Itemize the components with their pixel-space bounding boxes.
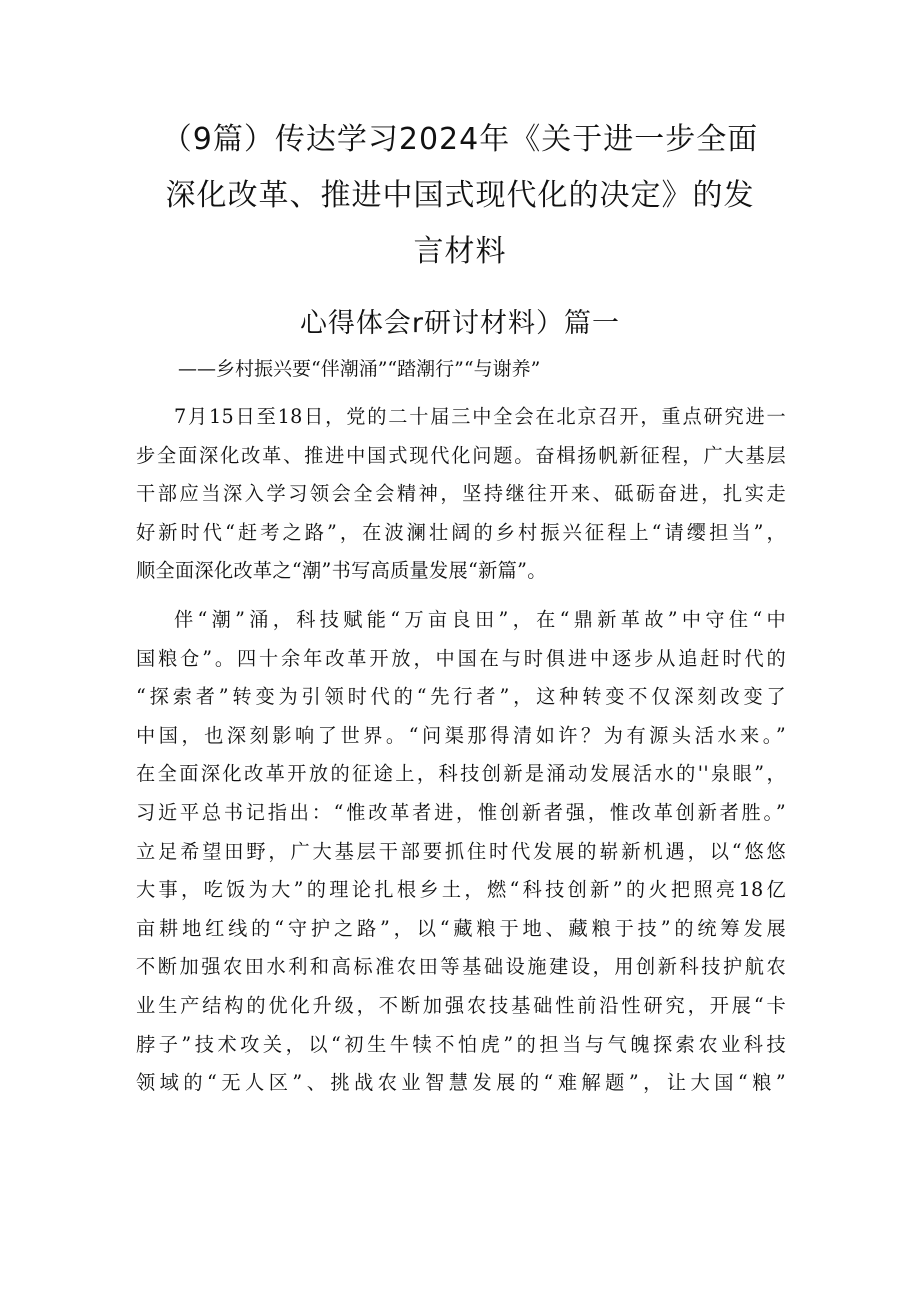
epigraph: ——乡村振兴要“伴潮涌”“踏潮行”“与谢养”: [178, 358, 541, 380]
paragraph-2: [136, 601, 786, 1103]
title-line: 言材料: [413, 234, 507, 269]
paragraph-gap: [136, 591, 786, 601]
text-line: 干部应当深入学习领会全会精神，坚持继往开来、砥砺奋进，扎实走: [136, 482, 786, 506]
text-line: 习近平总书记指出：“惟改革者进，惟创新者强，惟改革创新者胜。”: [136, 800, 786, 824]
text-line: 大事，吃饭为大”的理论扎根乡土，燃“科技创新”的火把照亮18亿: [136, 878, 786, 902]
text-line: 业生产结构的优化升级，不断加强农技基础性前沿性研究，开展“卡: [136, 993, 786, 1017]
text-line: 不断加强农田水利和高标准农田等基础设施建设，用创新科技护航农: [136, 955, 786, 979]
text-line: 国粮仓”。四十余年改革开放，中国在与时俱进中逐步从追赶时代的: [136, 646, 786, 670]
section-heading: 心得体会r研讨材料）篇一: [299, 308, 621, 339]
title-line: 深化改革、推进中国式现代化的决定》的发: [165, 178, 755, 213]
text-line: “探索者”转变为引领时代的“先行者”，这种转变不仅深刻改变了: [136, 685, 786, 709]
paragraph-1: [136, 398, 786, 591]
text-line: 好新时代“赶考之路”，在波澜壮阔的乡村振兴征程上“请缨担当”，: [136, 520, 786, 544]
body-text: [136, 398, 786, 1103]
text-line: 步全面深化改革、推进中国式现代化问题。奋楫扬帆新征程，广大基层: [136, 443, 786, 467]
text-line: 脖子”技术攻关，以“初生牛犊不怕虎”的担当与气魄探索农业科技: [136, 1032, 786, 1056]
text-line: 亩耕地红线的“守护之路”，以“藏粮于地、藏粮于技”的统筹发展: [136, 916, 786, 940]
text-line: 7月15日至18日，党的二十届三中全会在北京召开，重点研究进一: [174, 405, 786, 428]
text-line: 立足希望田野，广大基层干部要抓住时代发展的崭新机遇，以“悠悠: [136, 839, 786, 863]
text-line: 在全面深化改革开放的征途上，科技创新是涌动发展活水的''泉眼”，: [136, 762, 786, 786]
text-line: 顺全面深化改革之“潮”书写高质量发展“新篇”。: [136, 559, 547, 583]
text-line: 领域的“无人区”、挑战农业智慧发展的“难解题”，让大国“粮”: [136, 1071, 786, 1095]
text-line: 伴“潮”涌，科技赋能“万亩良田”，在“鼎新革故”中守住“中: [174, 607, 786, 631]
text-line: 中国，也深刻影响了世界。“问渠那得清如许？为有源头活水来。”: [136, 723, 786, 747]
document-title: [130, 112, 790, 280]
title-line: （9篇）传达学习2024年《关于进一步全面: [161, 122, 759, 157]
